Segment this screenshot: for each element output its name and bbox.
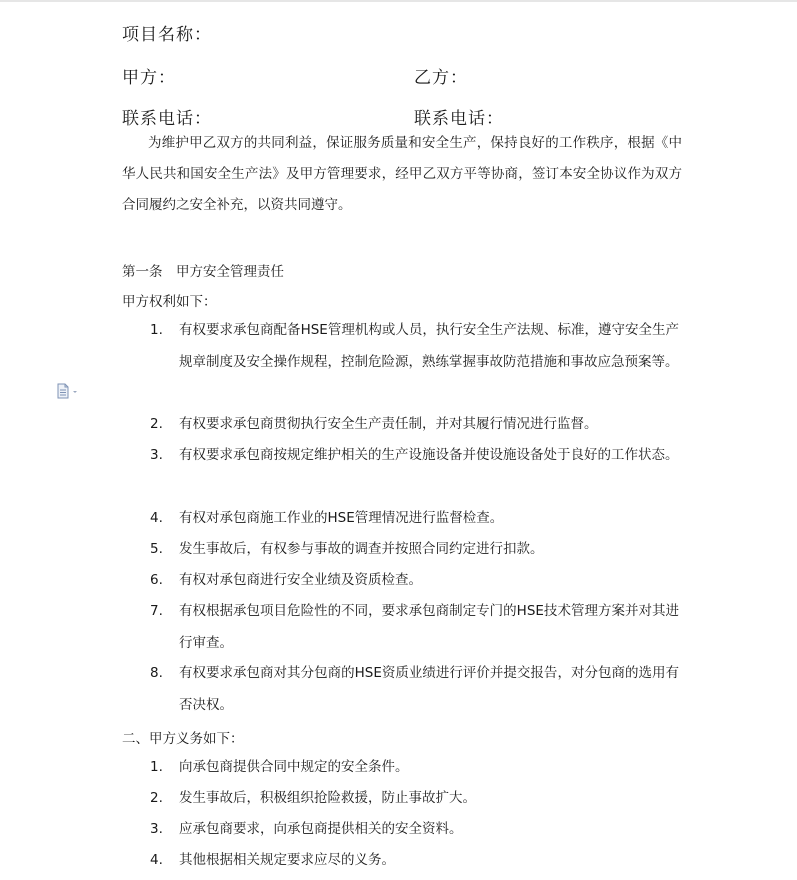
list-item-number: 4. bbox=[150, 510, 163, 526]
duties-heading: 二、甲方义务如下： bbox=[122, 731, 244, 747]
list-item: 有权对承包商进行安全业绩及资质检查。 bbox=[179, 572, 422, 588]
document-note-icon[interactable] bbox=[56, 383, 80, 399]
party-b-phone-label: 联系电话： bbox=[414, 109, 504, 129]
list-item: 有权要求承包商配备HSE管理机构或人员，执行安全生产法规、标准，遵守安全生产规章制度及安全操作规程，控制危险源，熟练掌握事故防范措施和事故应急预案等。 bbox=[179, 322, 679, 370]
party-a-phone-label: 联系电话： bbox=[122, 109, 212, 129]
list-item: 向承包商提供合同中规定的安全条件。 bbox=[179, 759, 409, 775]
rights-heading: 甲方权利如下： bbox=[122, 294, 217, 310]
list-item: 其他根据相关规定要求应尽的义务。 bbox=[179, 852, 395, 868]
party-a-label: 甲方： bbox=[122, 68, 176, 88]
list-item-number: 3. bbox=[150, 447, 163, 463]
page-top-border bbox=[0, 0, 797, 2]
party-b-label: 乙方： bbox=[414, 68, 468, 88]
list-item-number: 4. bbox=[150, 852, 163, 868]
list-item-number: 5. bbox=[150, 541, 163, 557]
list-item: 有权要求承包商贯彻执行安全生产责任制，并对其履行情况进行监督。 bbox=[179, 416, 598, 432]
list-item: 有权要求承包商按规定维护相关的生产设施设备并使设施设备处于良好的工作状态。 bbox=[179, 447, 679, 463]
list-item: 发生事故后，有权参与事故的调查并按照合同约定进行扣款。 bbox=[179, 541, 544, 557]
list-item: 有权根据承包项目危险性的不同，要求承包商制定专门的HSE技术管理方案并对其进行审查。 bbox=[179, 603, 679, 651]
list-item-number: 1. bbox=[150, 759, 163, 775]
project-name-label: 项目名称： bbox=[122, 25, 212, 45]
list-item-number: 1. bbox=[150, 322, 163, 338]
list-item-number: 2. bbox=[150, 790, 163, 806]
list-item-number: 6. bbox=[150, 572, 163, 588]
list-item-number: 7. bbox=[150, 603, 163, 619]
list-item: 应承包商要求，向承包商提供相关的安全资料。 bbox=[179, 821, 463, 837]
preamble-paragraph: 为维护甲乙双方的共同利益，保证服务质量和安全生产，保持良好的工作秩序，根据《中华人民共和国安全生产法》及甲方管理要求，经甲乙双方平等协商，签订本安全协议作为双方合同履约之安全补充，以资共同遵守。 bbox=[122, 135, 682, 213]
article-1-title: 第一条 甲方安全管理责任 bbox=[122, 264, 284, 280]
list-item-number: 2. bbox=[150, 416, 163, 432]
list-item: 有权要求承包商对其分包商的HSE资质业绩进行评价并提交报告，对分包商的选用有否决权。 bbox=[179, 665, 679, 713]
list-item-number: 8. bbox=[150, 665, 163, 681]
list-item-number: 3. bbox=[150, 821, 163, 837]
list-item: 发生事故后，积极组织抢险救援，防止事故扩大。 bbox=[179, 790, 476, 806]
list-item: 有权对承包商施工作业的HSE管理情况进行监督检查。 bbox=[179, 510, 504, 526]
